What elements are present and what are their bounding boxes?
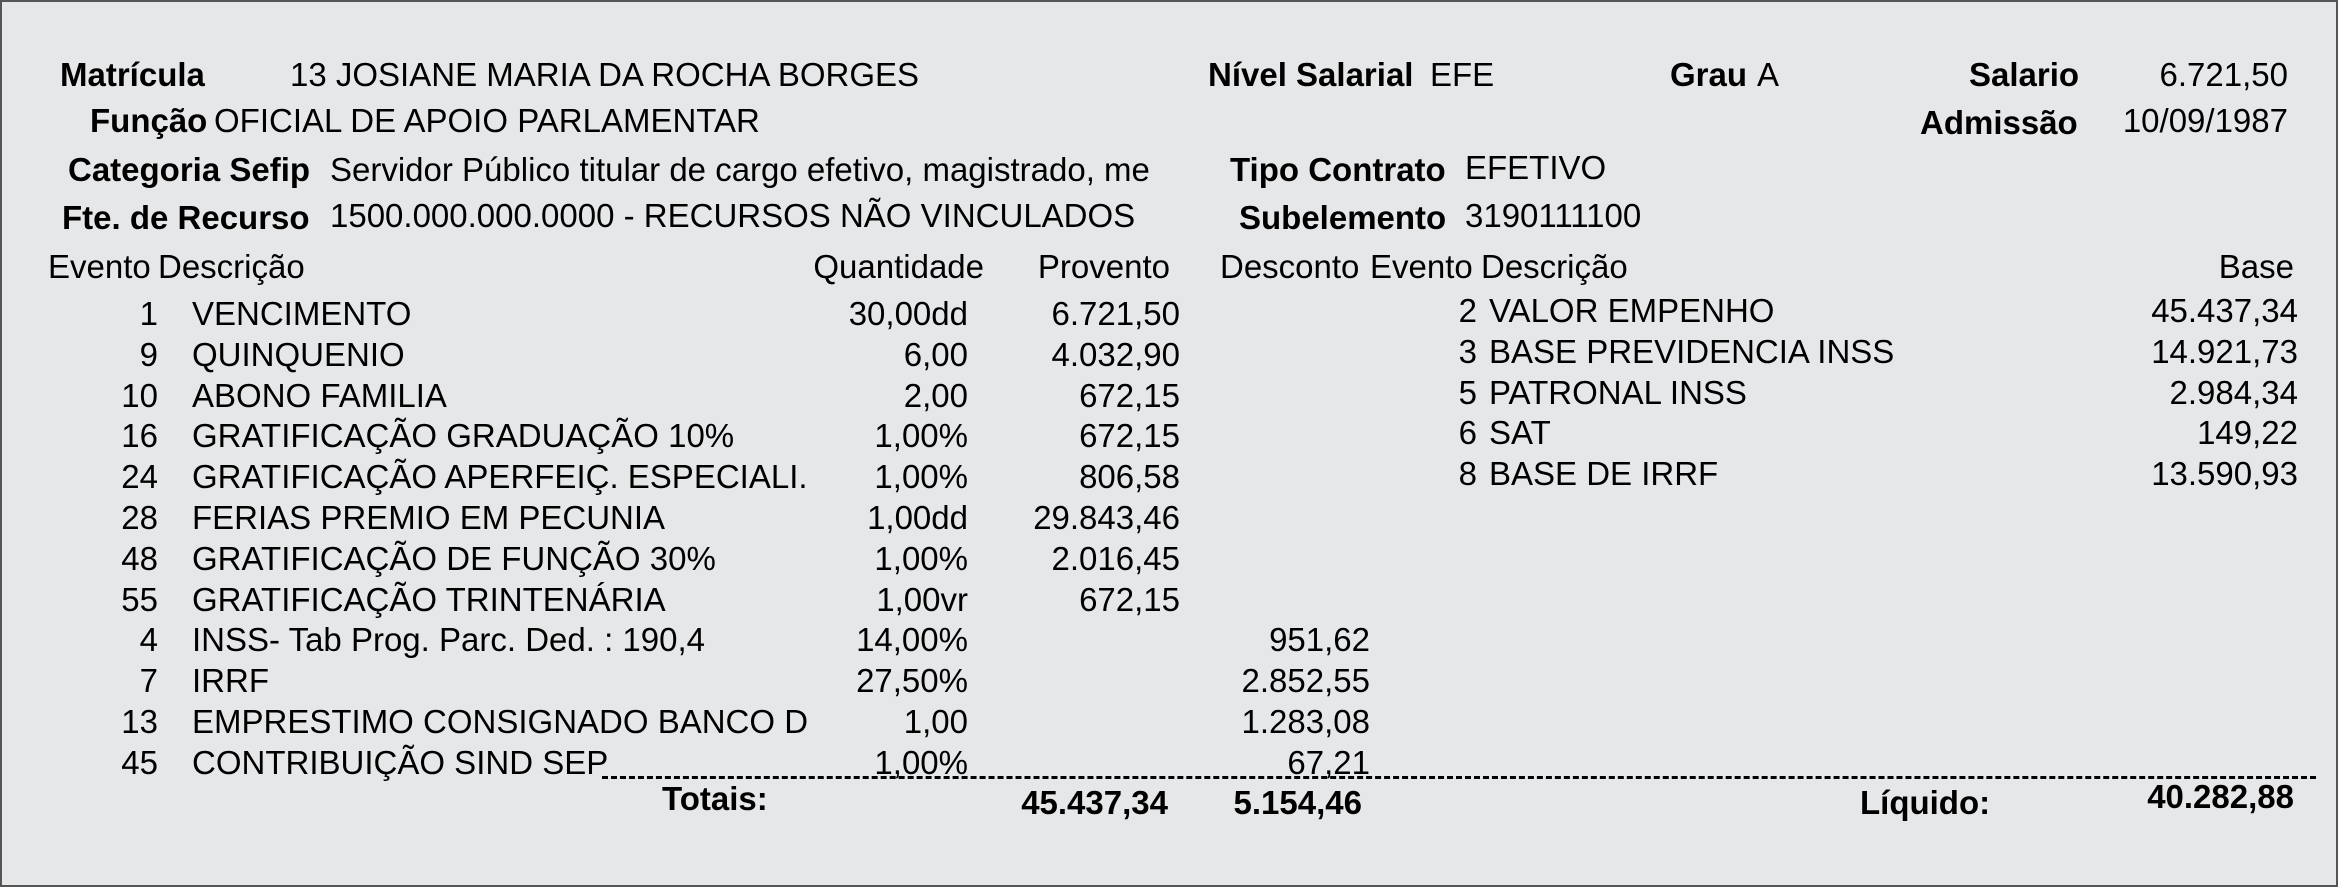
totals-separator [602,776,2316,779]
total-proventos: 45.437,34 [1021,784,1168,821]
base-descricao: PATRONAL INSS [1489,374,1747,411]
row-evento: 9 [139,336,158,373]
row-evento: 10 [121,377,158,414]
row-descricao: GRATIFICAÇÃO TRINTENÁRIA [192,581,666,618]
row-descricao: CONTRIBUIÇÃO SIND SEP [192,744,609,781]
base-descricao: BASE DE IRRF [1489,455,1719,492]
row-desconto: 951,62 [1269,621,1370,658]
salario-value: 6.721,50 [2159,56,2288,93]
col-descricao-2: Descrição [1481,248,1628,285]
row-quantidade: 1,00% [874,540,968,577]
col-quantidade: Quantidade [813,248,984,285]
admissao-label: Admissão [1920,104,2078,141]
row-evento: 16 [121,417,158,454]
tipo-contrato-value: EFETIVO [1465,149,1607,186]
row-evento: 28 [121,499,158,536]
subelemento-label: Subelemento [1239,199,1447,236]
nivel-salarial-label: Nível Salarial [1208,56,1414,93]
row-desconto: 67,21 [1287,744,1370,781]
admissao-value: 10/09/1987 [2122,102,2288,139]
row-descricao: ABONO FAMILIA [192,377,447,414]
col-evento-2: Evento [1370,248,1473,285]
base-evento: 5 [1458,374,1477,411]
base-descricao: SAT [1489,414,1551,451]
row-quantidade: 1,00% [874,417,968,454]
row-descricao: EMPRESTIMO CONSIGNADO BANCO D [192,703,809,740]
base-descricao: VALOR EMPENHO [1489,292,1775,329]
base-evento: 8 [1458,455,1477,492]
tipo-contrato-label: Tipo Contrato [1230,151,1446,188]
row-quantidade: 14,00% [856,621,968,658]
row-provento: 2.016,45 [1051,540,1180,577]
liquido-label: Líquido: [1860,784,1991,821]
row-descricao: INSS- Tab Prog. Parc. Ded. : 190,4 [192,621,705,658]
row-quantidade: 1,00% [874,458,968,495]
subelemento-value: 3190111100 [1465,197,1642,234]
matricula-value: 13 JOSIANE MARIA DA ROCHA BORGES [290,56,920,93]
row-evento: 4 [139,621,158,658]
categoria-sefip-value: Servidor Público titular de cargo efetivo, magistrado, me [330,151,1150,188]
base-evento: 2 [1458,292,1477,329]
matricula-label: Matrícula [60,56,205,93]
categoria-sefip-label: Categoria Sefip [68,151,311,188]
totais-label: Totais: [662,780,768,817]
row-desconto: 1.283,08 [1241,703,1370,740]
col-evento: Evento [48,248,151,285]
col-descricao: Descrição [158,248,305,285]
row-evento: 1 [139,295,158,332]
row-descricao: GRATIFICAÇÃO GRADUAÇÃO 10% [192,417,735,454]
row-quantidade: 2,00 [903,377,968,414]
grau-label: Grau [1670,56,1748,93]
row-quantidade: 1,00dd [867,499,968,536]
row-evento: 45 [121,744,158,781]
base-evento: 3 [1458,333,1477,370]
base-evento: 6 [1458,414,1477,451]
base-valor: 149,22 [2197,414,2298,451]
row-descricao: GRATIFICAÇÃO APERFEIÇ. ESPECIALI. [192,458,808,495]
row-quantidade: 30,00dd [848,295,968,332]
row-desconto: 2.852,55 [1241,662,1370,699]
grau-value: A [1757,56,1780,93]
fonte-recurso-value: 1500.000.000.0000 - RECURSOS NÃO VINCULADOS [330,197,1136,234]
row-provento: 672,15 [1079,417,1180,454]
row-evento: 7 [139,662,158,699]
row-quantidade: 1,00 [903,703,968,740]
base-valor: 2.984,34 [2169,374,2298,411]
row-provento: 6.721,50 [1051,295,1180,332]
nivel-salarial-value: EFE [1430,56,1495,93]
liquido-value: 40.282,88 [2147,778,2294,815]
row-provento: 806,58 [1079,458,1180,495]
row-descricao: FERIAS PREMIO EM PECUNIA [192,499,666,536]
base-valor: 14.921,73 [2151,333,2298,370]
funcao-value: OFICIAL DE APOIO PARLAMENTAR [214,102,760,139]
base-valor: 13.590,93 [2151,455,2298,492]
row-evento: 24 [121,458,158,495]
row-provento: 4.032,90 [1051,336,1180,373]
fonte-recurso-label: Fte. de Recurso [62,199,310,236]
base-descricao: BASE PREVIDENCIA INSS [1489,333,1895,370]
row-provento: 29.843,46 [1033,499,1180,536]
funcao-label: Função [90,102,208,139]
base-valor: 45.437,34 [2151,292,2298,329]
row-quantidade: 6,00 [903,336,968,373]
row-provento: 672,15 [1079,581,1180,618]
col-base: Base [2218,248,2294,285]
col-desconto: Desconto [1220,248,1360,285]
total-descontos: 5.154,46 [1233,784,1362,821]
row-evento: 55 [121,581,158,618]
row-descricao: QUINQUENIO [192,336,405,373]
row-descricao: GRATIFICAÇÃO DE FUNÇÃO 30% [192,540,716,577]
salario-label: Salario [1969,56,2080,93]
col-provento: Provento [1037,248,1170,285]
row-evento: 48 [121,540,158,577]
row-descricao: IRRF [192,662,269,699]
row-quantidade: 1,00% [874,744,968,781]
row-descricao: VENCIMENTO [192,295,412,332]
row-quantidade: 1,00vr [876,581,968,618]
row-evento: 13 [121,703,158,740]
row-quantidade: 27,50% [856,662,968,699]
row-provento: 672,15 [1079,377,1180,414]
